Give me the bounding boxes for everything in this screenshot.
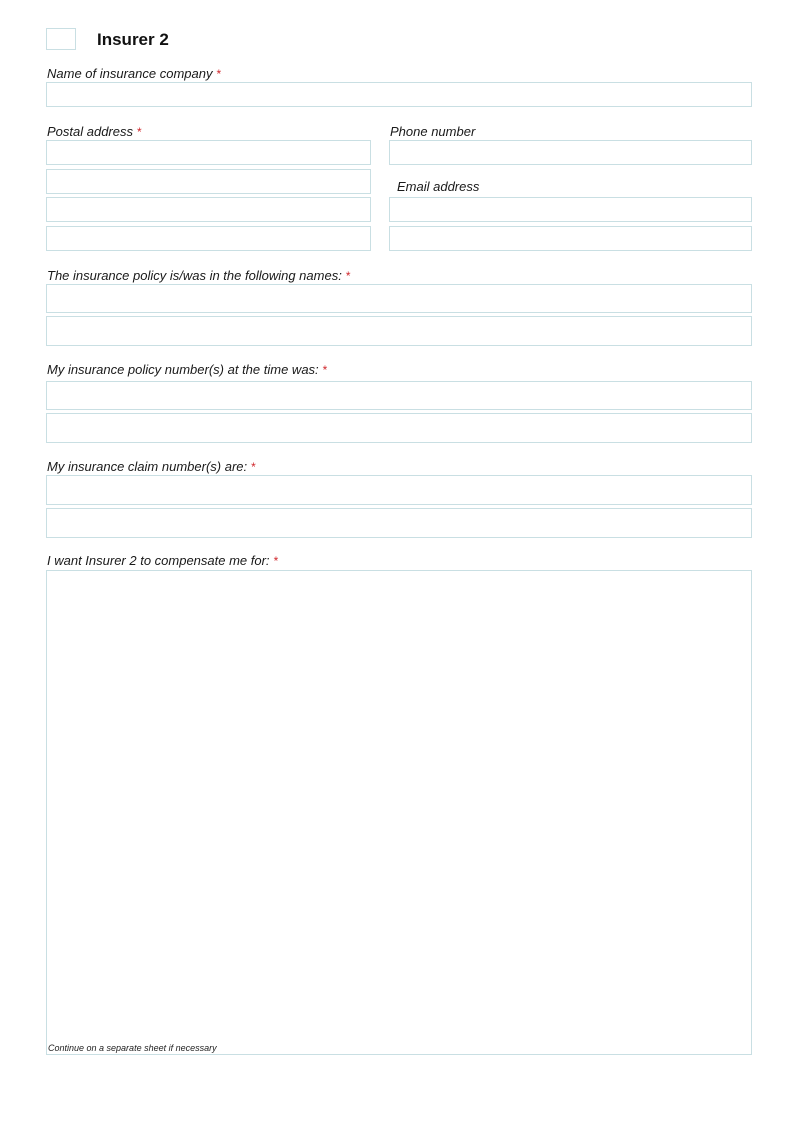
compensation-label-text: I want Insurer 2 to compensate me for:	[47, 553, 270, 568]
email-address-line-2[interactable]	[389, 226, 752, 251]
required-marker: *	[273, 554, 279, 568]
required-marker: *	[345, 269, 351, 283]
required-marker: *	[251, 460, 256, 474]
postal-address-label	[47, 124, 142, 140]
policy-numbers-line-1[interactable]	[46, 381, 752, 410]
postal-address-line-3[interactable]	[46, 197, 371, 222]
phone-number-input[interactable]	[389, 140, 752, 165]
postal-address-line-4[interactable]	[46, 226, 371, 251]
company-name-input[interactable]	[46, 82, 752, 107]
policy-names-line-2[interactable]	[46, 316, 752, 346]
phone-number-label: Phone number	[390, 124, 476, 139]
policy-names-label-text: The insurance policy is/was in the following names:	[47, 268, 342, 283]
section-title: Insurer 2	[97, 30, 169, 49]
postal-address-line-1[interactable]	[46, 140, 371, 165]
policy-numbers-label-text: My insurance policy number(s) at the time was:	[47, 362, 319, 377]
required-marker: *	[322, 363, 328, 377]
company-name-label-text: Name of insurance company	[47, 66, 213, 81]
postal-address-label-text: Postal address	[47, 124, 133, 139]
compensation-label	[47, 553, 278, 569]
claim-numbers-label	[47, 459, 256, 475]
claim-numbers-label-text: My insurance claim number(s) are:	[47, 459, 248, 474]
company-name-label	[47, 66, 221, 82]
continue-note: Continue on a separate sheet if necessary	[48, 1043, 217, 1053]
insurer-2-checkbox[interactable]	[46, 28, 76, 50]
claim-numbers-line-2[interactable]	[46, 508, 752, 538]
required-marker: *	[137, 125, 142, 139]
postal-address-line-2[interactable]	[46, 169, 371, 194]
email-address-label: Email address	[397, 179, 480, 194]
policy-numbers-line-2[interactable]	[46, 413, 752, 443]
policy-names-label	[47, 268, 350, 284]
compensation-textarea[interactable]	[46, 570, 752, 1055]
policy-names-line-1[interactable]	[46, 284, 752, 313]
email-address-line-1[interactable]	[389, 197, 752, 222]
required-marker: *	[216, 67, 222, 81]
policy-numbers-label	[47, 362, 327, 378]
claim-numbers-line-1[interactable]	[46, 475, 752, 505]
